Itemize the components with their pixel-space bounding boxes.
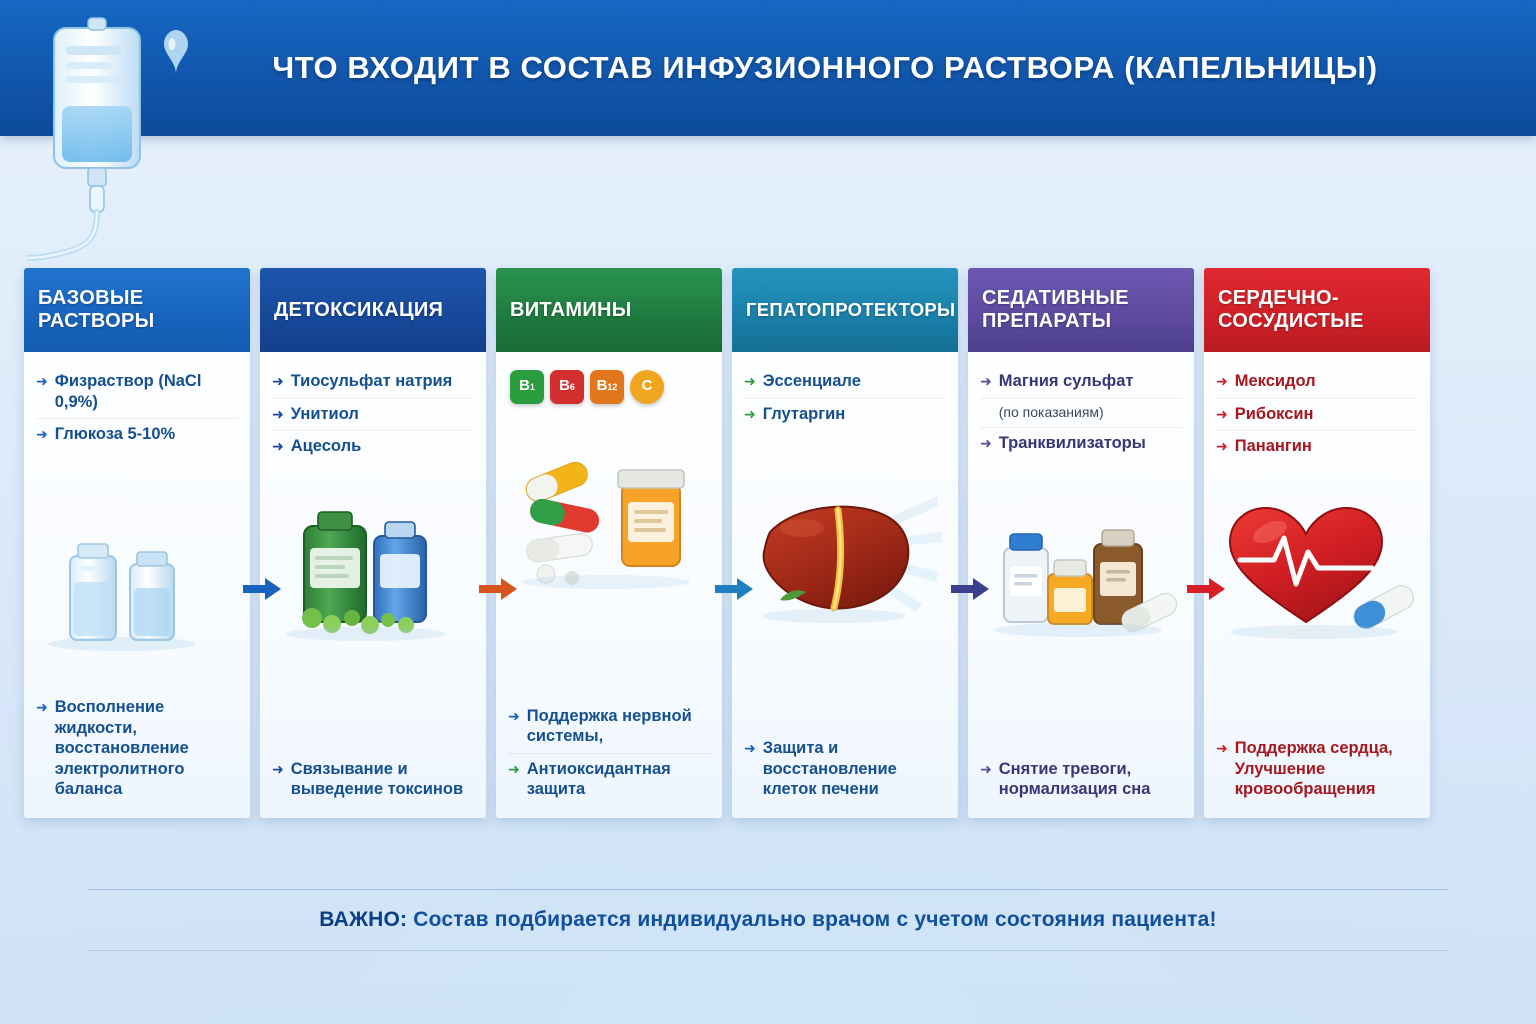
spacer-icon bbox=[980, 407, 992, 421]
list-item-label: Ацесоль bbox=[290, 437, 362, 456]
list-item[interactable] bbox=[272, 366, 474, 399]
footer-prefix: ВАЖНО: bbox=[319, 908, 408, 931]
benefit-label: Восполнение жидкости, восстановление электролитного баланса bbox=[54, 697, 189, 799]
arrow-right-icon: ➜ bbox=[36, 698, 48, 715]
page-title: ЧТО ВХОДИТ В СОСТАВ ИНФУЗИОННОГО РАСТВОРА (КАПЕЛЬНИЦЫ) bbox=[272, 50, 1378, 85]
list-item-label: Глутаргин bbox=[762, 404, 846, 423]
header-bar bbox=[0, 0, 1536, 136]
column-detoxification[interactable] bbox=[260, 268, 486, 818]
arrow-right-icon: ➜ bbox=[744, 740, 756, 757]
column-title-detoxification: ДЕТОКСИКАЦИЯ bbox=[260, 268, 486, 352]
list-item-label: Панангин bbox=[1234, 437, 1312, 456]
arrow-1-2 bbox=[243, 578, 281, 600]
list-item-note bbox=[980, 399, 1182, 429]
arrow-right-icon: ➜ bbox=[36, 373, 48, 389]
footer-text-wrap bbox=[88, 889, 1448, 951]
list-item[interactable] bbox=[36, 419, 238, 451]
liver-icon bbox=[742, 480, 948, 640]
list-item-label: Физраствор (NaCl 0,9%) bbox=[54, 372, 202, 411]
benefit-detoxification bbox=[272, 754, 474, 806]
list-item-label: Глюкоза 5-10% bbox=[54, 425, 176, 444]
vitamin-b1-chip: B 1 bbox=[510, 370, 544, 404]
benefit-item bbox=[272, 754, 474, 806]
arrow-right-icon: ➜ bbox=[36, 426, 48, 443]
list-item[interactable] bbox=[272, 431, 474, 463]
benefit-cardiovascular bbox=[1216, 733, 1418, 806]
column-body-sedatives bbox=[968, 352, 1194, 818]
arrow-right-icon: ➜ bbox=[1216, 740, 1228, 757]
pill-bottles-icon bbox=[978, 504, 1184, 654]
arrow-right-icon: ➜ bbox=[272, 405, 284, 422]
column-vitamins[interactable] bbox=[496, 268, 722, 818]
arrow-3-4 bbox=[715, 578, 753, 600]
list-item-label: Магния сульфат bbox=[998, 372, 1134, 390]
list-item[interactable] bbox=[1216, 366, 1418, 399]
column-title-hepatoprotectors: ГЕПАТОПРОТЕКТОРЫ bbox=[732, 268, 958, 352]
item-list-detoxification bbox=[272, 366, 474, 463]
column-body-base-solutions bbox=[24, 352, 250, 818]
list-item[interactable] bbox=[1216, 399, 1418, 432]
item-list-base-solutions bbox=[36, 366, 238, 451]
column-base-solutions[interactable] bbox=[24, 268, 250, 818]
column-body-cardiovascular bbox=[1204, 352, 1430, 818]
list-item-label: Мексидол bbox=[1234, 372, 1316, 390]
arrow-right-icon: ➜ bbox=[744, 373, 756, 389]
arrow-right-icon: ➜ bbox=[508, 707, 520, 724]
benefit-item bbox=[508, 754, 710, 806]
benefit-base-solutions bbox=[36, 692, 238, 806]
arrow-2-3 bbox=[479, 578, 517, 600]
arrow-right-icon: ➜ bbox=[980, 435, 992, 452]
benefit-item bbox=[980, 754, 1182, 806]
column-body-vitamins bbox=[496, 352, 722, 818]
benefit-label: Антиоксидантная защита bbox=[526, 759, 671, 799]
column-title-base-solutions: БАЗОВЫЕ РАСТВОРЫ bbox=[24, 268, 250, 352]
arrow-right-icon: ➜ bbox=[1216, 405, 1228, 422]
benefit-vitamins bbox=[508, 701, 710, 807]
list-item[interactable] bbox=[744, 366, 946, 399]
list-item-label: Тиосульфат натрия bbox=[290, 372, 453, 390]
item-list-sedatives bbox=[980, 366, 1182, 460]
vitamin-c-chip: C bbox=[630, 370, 664, 404]
benefit-label: Снятие тревоги, нормализация сна bbox=[998, 759, 1151, 799]
list-item[interactable] bbox=[36, 366, 238, 419]
arrow-right-icon: ➜ bbox=[980, 760, 992, 777]
category-columns bbox=[24, 268, 1512, 818]
column-sedatives[interactable] bbox=[968, 268, 1194, 818]
column-title-sedatives: СЕДАТИВНЫЕ ПРЕПАРАТЫ bbox=[968, 268, 1194, 352]
arrow-4-5 bbox=[951, 578, 989, 600]
column-cardiovascular[interactable] bbox=[1204, 268, 1430, 818]
list-item[interactable] bbox=[272, 399, 474, 432]
benefit-sedatives bbox=[980, 754, 1182, 806]
benefit-item bbox=[744, 733, 946, 806]
benefit-label: Поддержка сердца, Улучшение кровообращения bbox=[1234, 739, 1393, 799]
footer-text: Состав подбирается индивидуально врачом с учетом состояния пациента! bbox=[407, 908, 1217, 931]
benefit-label: Защита и восстановление клеток печени bbox=[762, 739, 897, 799]
arrow-right-icon: ➜ bbox=[744, 405, 756, 422]
green-bottles-icon bbox=[270, 492, 476, 652]
list-item[interactable] bbox=[980, 428, 1182, 460]
arrow-right-icon: ➜ bbox=[508, 760, 520, 777]
heart-with-pulse-icon bbox=[1214, 492, 1420, 652]
benefit-item bbox=[508, 701, 710, 754]
list-item-label: Эссенциале bbox=[762, 372, 861, 390]
benefit-item bbox=[36, 692, 238, 806]
list-item[interactable] bbox=[1216, 431, 1418, 463]
iv-drip-bag-icon bbox=[26, 14, 206, 264]
item-list-cardiovascular bbox=[1216, 366, 1418, 463]
arrow-right-icon: ➜ bbox=[1216, 438, 1228, 455]
list-item-label: Рибоксин bbox=[1234, 404, 1314, 423]
infusion-bottles-icon bbox=[34, 522, 240, 652]
footer-note bbox=[0, 860, 1536, 980]
benefit-hepatoprotectors bbox=[744, 733, 946, 806]
vitamin-b12-chip: B 12 bbox=[590, 370, 624, 404]
column-body-hepatoprotectors bbox=[732, 352, 958, 818]
item-list-hepatoprotectors bbox=[744, 366, 946, 430]
column-body-detoxification bbox=[260, 352, 486, 818]
list-item-label: Унитиол bbox=[290, 404, 359, 423]
arrow-right-icon: ➜ bbox=[272, 438, 284, 455]
column-title-vitamins: ВИТАМИНЫ bbox=[496, 268, 722, 352]
benefit-label: Связывание и выведение токсинов bbox=[290, 759, 464, 799]
arrow-right-icon: ➜ bbox=[272, 760, 284, 777]
vitamin-chip-row bbox=[508, 366, 710, 410]
column-hepatoprotectors[interactable] bbox=[732, 268, 958, 818]
list-item[interactable] bbox=[744, 399, 946, 431]
arrow-right-icon: ➜ bbox=[1216, 373, 1228, 389]
arrow-right-icon: ➜ bbox=[272, 373, 284, 389]
benefit-label: Поддержка нервной системы, bbox=[526, 706, 692, 746]
column-title-cardiovascular: СЕРДЕЧНО-СОСУДИСТЫЕ bbox=[1204, 268, 1430, 352]
arrow-right-icon: ➜ bbox=[980, 373, 992, 389]
benefit-item bbox=[1216, 733, 1418, 806]
note-label: (по показаниям) bbox=[998, 403, 1104, 420]
capsules-and-vitamin-jar-icon bbox=[506, 418, 712, 598]
arrow-5-6 bbox=[1187, 578, 1225, 600]
list-item[interactable] bbox=[980, 366, 1182, 399]
vitamin-b6-chip: B 6 bbox=[550, 370, 584, 404]
list-item-label: Транквилизаторы bbox=[998, 434, 1146, 453]
